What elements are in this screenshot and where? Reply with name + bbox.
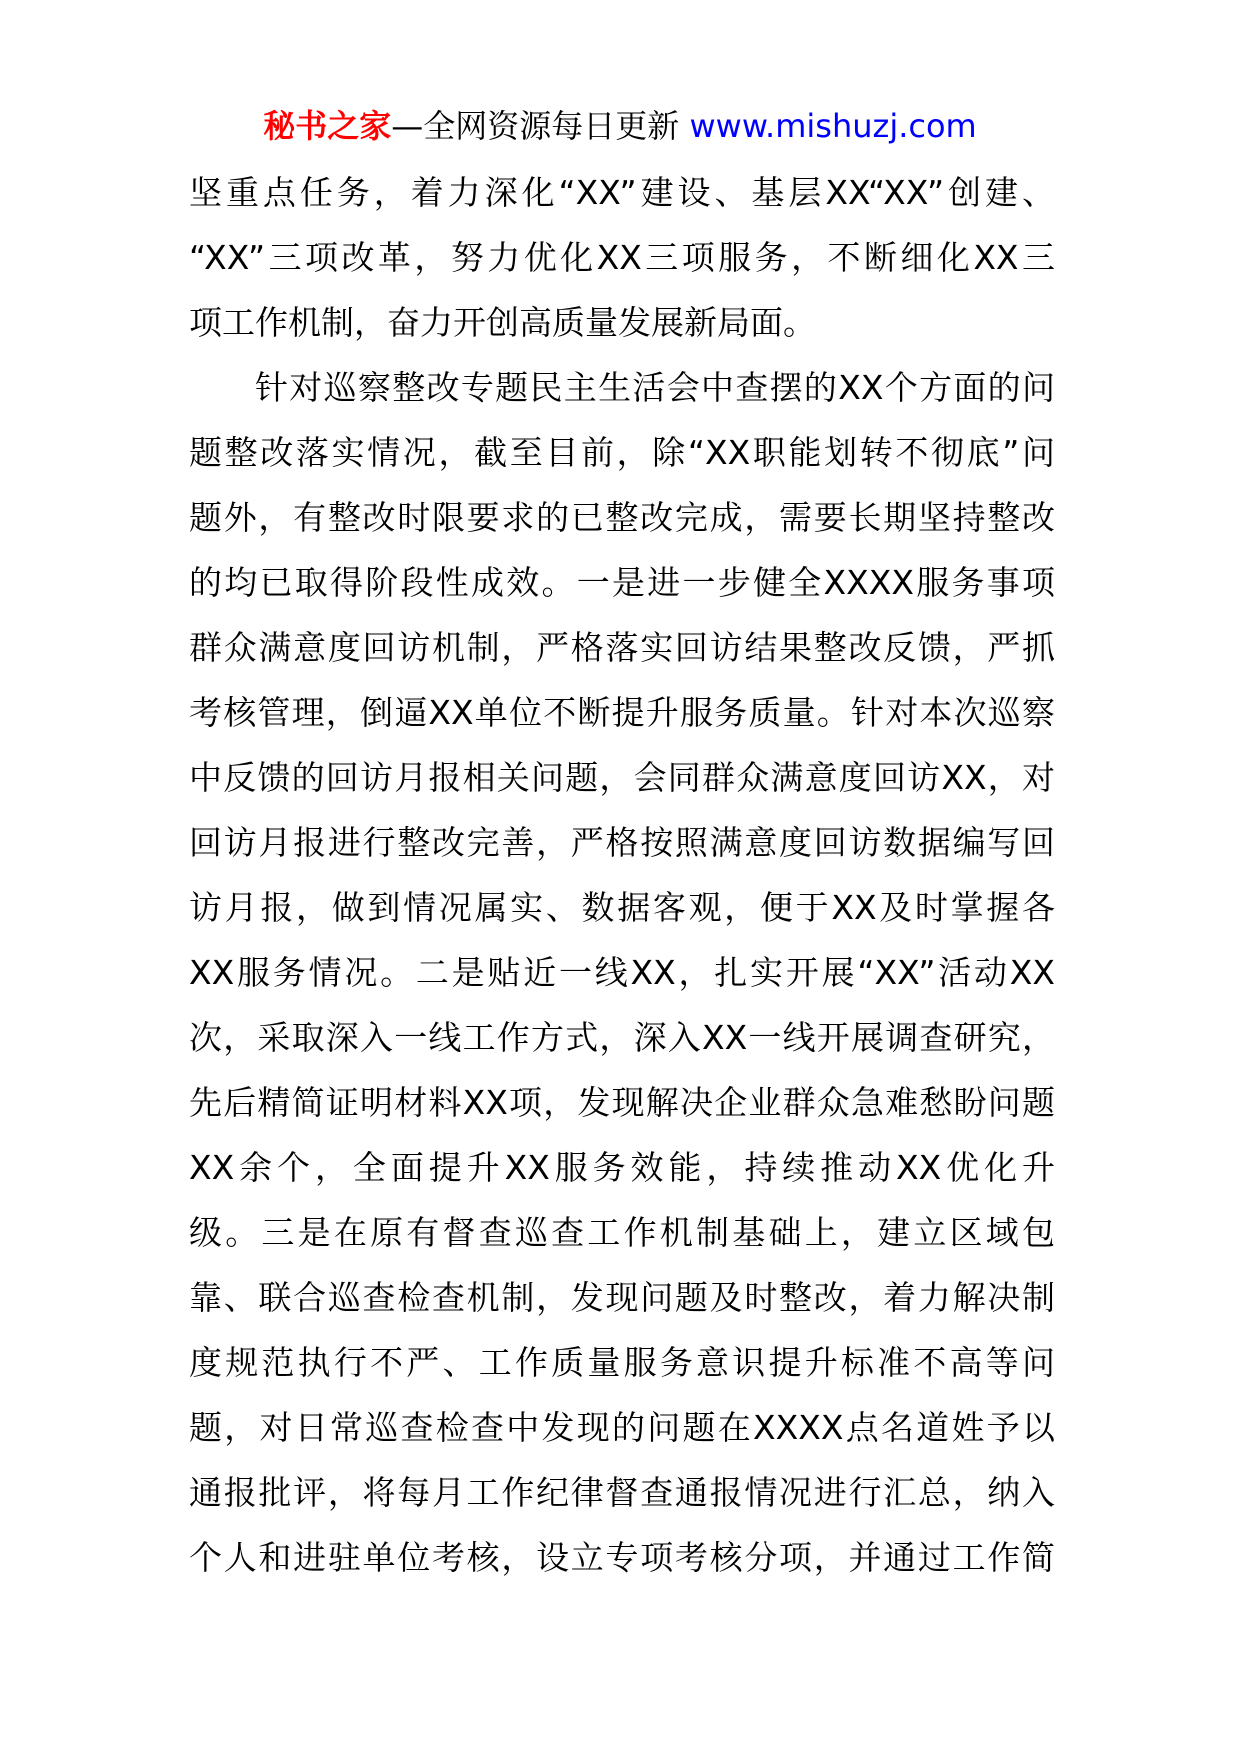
text-line: 先后精简证明材料XX项，发现解决企业群众急难愁盼问题: [189, 1083, 1055, 1122]
text-line: 回访月报进行整改完善，严格按照满意度回访数据编写回: [189, 823, 1055, 862]
text-line: 通报批评，将每月工作纪律督查通报情况进行汇总，纳入: [189, 1473, 1055, 1512]
text-line: 题，对日常巡查检查中发现的问题在XXXX点名道姓予以: [189, 1408, 1055, 1447]
brand-name: 秘书之家: [263, 107, 392, 145]
text-line: 坚重点任务，着力深化“XX”建设、基层XX“XX”创建、: [189, 173, 1055, 212]
text-line: “XX”三项改革，努力优化XX三项服务，不断细化XX三: [189, 238, 1055, 277]
text-line: 度规范执行不严、工作质量服务意识提升标准不高等问: [189, 1343, 1055, 1382]
header-slogan: —全网资源每日更新: [391, 107, 690, 145]
text-line: 考核管理，倒逼XX单位不断提升服务质量。针对本次巡察: [189, 693, 1055, 732]
text-line: 个人和进驻单位考核，设立专项考核分项，并通过工作简: [189, 1538, 1055, 1577]
text-line: 针对巡察整改专题民主生活会中查摆的XX个方面的问: [255, 368, 1055, 407]
text-line: 靠、联合巡查检查机制，发现问题及时整改，着力解决制: [189, 1278, 1055, 1317]
page-header: [0, 98, 1240, 154]
text-line: 级。三是在原有督查巡查工作机制基础上，建立区域包: [189, 1213, 1055, 1252]
text-line: 题外，有整改时限要求的已整改完成，需要长期坚持整改: [189, 498, 1055, 537]
document-body: [189, 160, 1055, 1590]
text-line: 中反馈的回访月报相关问题，会同群众满意度回访XX，对: [189, 758, 1055, 797]
text-line: 题整改落实情况，截至目前，除“XX职能划转不彻底”问: [189, 433, 1055, 472]
text-line: 次，采取深入一线工作方式，深入XX一线开展调查研究，: [189, 1018, 1055, 1057]
text-line: 项工作机制，奋力开创高质量发展新局面。: [189, 303, 816, 342]
paragraph-2: [189, 355, 1055, 1590]
paragraph-1: [189, 160, 1055, 355]
text-line: XX服务情况。二是贴近一线XX，扎实开展“XX”活动XX: [189, 953, 1055, 992]
text-line: XX余个，全面提升XX服务效能，持续推动XX优化升: [189, 1148, 1055, 1187]
text-line: 访月报，做到情况属实、数据客观，便于XX及时掌握各: [189, 888, 1055, 927]
text-line: 群众满意度回访机制，严格落实回访结果整改反馈，严抓: [189, 628, 1055, 667]
text-line: 的均已取得阶段性成效。一是进一步健全XXXX服务事项: [189, 563, 1055, 602]
website-link[interactable]: www.mishuzj.com: [689, 107, 977, 145]
